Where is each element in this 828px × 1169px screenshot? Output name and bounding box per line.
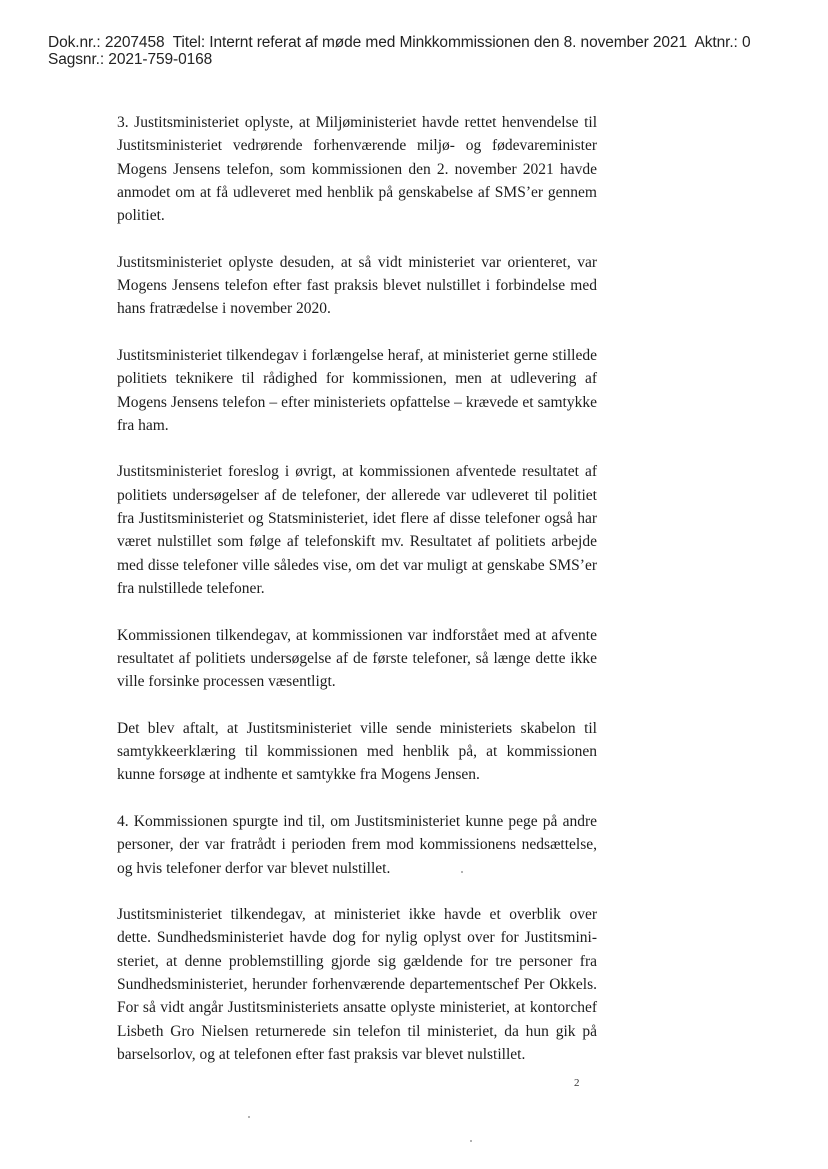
- aktnr-value: 0: [742, 34, 751, 51]
- header-line-2: [48, 51, 751, 68]
- paragraph: Justitsministeriet tilkendegav, at ministeriet ikke havde et overblik over dette. Sundhedsministeriet havde dog for nylig oplyst over for Justitsministeriet, at denne problemstilling gjorde sig gældende for tre personer fra Sundhedsministeriet, herunder forhenværende departementschef Per Okkels. For så vidt angår Justitsministeriets ansatte oplyste ministeriet, at kontorchef Lisbeth Gro Nielsen returnerede sin telefon til ministeriet, da hun gik på barselsorlov, og at telefonen efter fast praksis var blevet nulstillet.: [117, 906, 597, 1063]
- paragraph: Justitsministeriet tilkendegav i forlængelse heraf, at ministeriet gerne stillede politiets teknikere til rådighed for kommissionen, men at udlevering af Mogens Jensens telefon – efter ministeriets opfattelse – krævede et samtykke fra ham.: [117, 346, 597, 434]
- paragraph: Justitsministeriet foreslog i øvrigt, at kommissionen afventede resultatet af politiets undersøgelser af de telefoner, der allerede var udleveret til politiet fra Justitsministeriet og Statsministeriet, idet flere af disse telefoner også har været nulstillet som følge af telefonskift mv. Resultatet af politiets arbejde med disse telefoner ville således vise, om det var muligt at genskabe SMS’er fra nulstillede telefoner.: [117, 463, 597, 597]
- scan-speck: [461, 871, 463, 873]
- paragraph: Kommissionen tilkendegav, at kommissionen var indforstået med at afvente resultatet af politiets undersøgelse af de første telefoner, så længe dette ikke ville forsinke processen væsentligt.: [117, 626, 597, 691]
- doc-number: 2207458: [104, 34, 165, 51]
- paragraph: Justitsministeriet oplyste desuden, at så vidt ministeriet var orienteret, var Mogens Jensens telefon efter fast praksis blevet nulstillet i forbindelse med hans fratrædelse i november 2020.: [117, 253, 597, 318]
- scan-speck: [470, 1140, 472, 1142]
- case-number: 2021-759-0168: [108, 51, 213, 68]
- aktnr-label: Aktnr.:: [694, 34, 738, 51]
- scan-speck: [248, 1116, 250, 1118]
- case-number-label: Sagsnr.:: [48, 51, 105, 68]
- page-number: 2: [574, 1077, 580, 1089]
- document-header-stamp: [48, 34, 751, 68]
- doc-number-label: Dok.nr.:: [48, 34, 101, 51]
- document-body: [117, 111, 597, 1089]
- title-label: Titel:: [172, 34, 206, 51]
- document-title: Internt referat af møde med Minkkommissionen den 8. november 2021: [209, 34, 687, 51]
- paragraph: 4. Kommissionen spurgte ind til, om Justitsministeriet kunne pege på andre personer, der var fratrådt i perioden frem mod kommissionens nedsættelse, og hvis telefoner derfor var blevet nulstillet.: [117, 812, 597, 877]
- paragraph: 3. Justitsministeriet oplyste, at Miljøministeriet havde rettet henvendelse til Justitsministeriet vedrørende forhenværende miljø- og fødevareminister Mogens Jensens telefon, som kommissionen den 2. november 2021 havde anmodet om at få udleveret med henblik på genskabelse af SMS’er gennem politiet.: [117, 114, 597, 225]
- paragraph: Det blev aftalt, at Justitsministeriet ville sende ministeriets skabelon til samtykkeerklæring til kommissionen med henblik på, at kommissionen kunne forsøge at indhente et samtykke fra Mogens Jensen.: [117, 719, 597, 784]
- header-line-1: [48, 34, 751, 51]
